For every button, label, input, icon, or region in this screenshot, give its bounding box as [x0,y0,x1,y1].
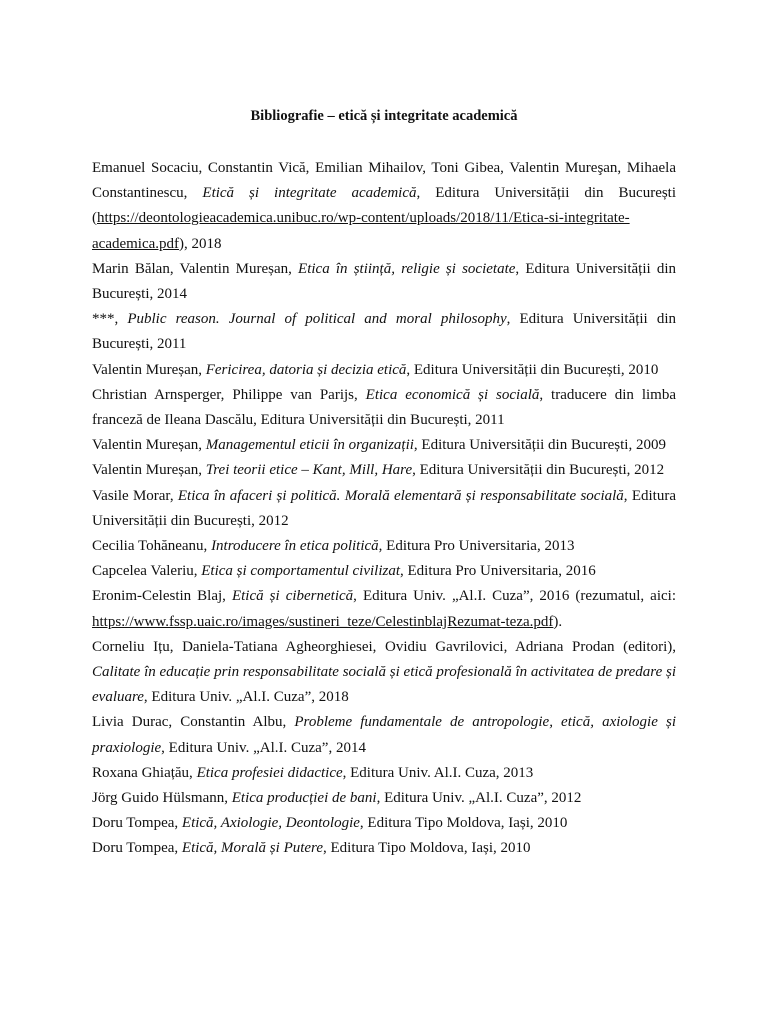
entry-link[interactable]: https://deontologieacademica.unibuc.ro/wp-content/uploads/2018/11/Etica-si-integritate-academica.pdf [92,210,630,252]
entry-publisher: , traducere din limba franceză de Ileana Dascălu, Editura Universității din București, 2011 [92,386,676,429]
entry-year: ), 2018 [179,235,222,252]
entry-title: Trei teorii etice – Kant, Mill, Hare [205,462,413,479]
entry-publisher: , Editura Universității din București, 2012 [412,462,665,479]
entry-publisher: , Editura Universității din București, 2011 [92,311,676,353]
entry-authors: ***, [92,311,128,328]
entry-publisher: , Editura Univ. „Al.I. Cuza”, 2014 [161,739,366,756]
entry-publisher: , Editura Universității din București, 2012 [92,487,676,529]
bibliography-entry [92,156,676,257]
bibliography-entry [92,383,676,433]
entry-authors: Emanuel Socaciu, Constantin Vică, Emilian Mihailov, Toni Gibea, Valentin Mureşan, Mihaela Constantinescu, [92,160,676,202]
entry-title: Managementul eticii în organizații [205,437,414,454]
bibliography-entry [92,786,676,811]
bibliography-entry [92,761,676,786]
entry-title: Etica în știință, religie și societate [298,260,516,277]
bibliography-entry [92,433,676,458]
entry-publisher: , Editura Universității din București, 2009 [413,437,666,454]
bibliography-entry [92,584,676,634]
entry-authors: Vasile Morar, [92,487,178,504]
entry-title: Etică, Morală și Putere [181,840,323,857]
entry-publisher: , Editura Universității din București, 2010 [406,361,659,378]
entry-publisher: , Editura Tipo Moldova, Iași, 2010 [323,840,531,857]
entry-publisher: , Editura Univ. Al.I. Cuza, 2013 [342,764,534,781]
entry-authors: Christian Arnsperger, Philippe van Parijs, [92,386,366,403]
entry-title: Fericirea, datoria și decizia etică [205,361,407,378]
entry-publisher: , Editura Pro Universitaria, 2016 [400,563,596,580]
entry-authors: Valentin Mureșan, [92,361,206,378]
entry-publisher: , Editura Universității din București, 2014 [92,260,676,303]
entry-title: Etica economică și socială [365,386,540,403]
entry-title: Etică și integritate academică [202,185,417,202]
entry-title: Introducere în etica politică [211,538,379,555]
entry-title: Etica producției de bani [231,790,377,807]
entry-publisher: , Editura Universității din București ( [92,185,677,227]
bibliography-entry [92,358,676,383]
entry-authors: Capcelea Valeriu, [92,563,202,580]
page-title: Bibliografie – etică și integritate academică [250,108,518,124]
entry-publisher: , Editura Univ. „Al.I. Cuza”, 2016 (rezumatul, aici: [353,588,676,605]
bibliography-entry [92,635,676,711]
entry-title: Public reason. Journal of political and moral philosophy [127,311,507,328]
entry-link[interactable]: https://www.fssp.uaic.ro/images/sustineri_teze/CelestinblajRezumat-teza.pdf [92,613,554,630]
entry-publisher: , Editura Pro Universitaria, 2013 [378,538,575,555]
entry-year: ). [553,613,563,630]
entry-authors: Doru Tompea, [92,815,182,832]
entry-title: Etică, Axiologie, Deontologie [181,815,360,832]
entry-authors: Livia Durac, Constantin Albu, [92,714,295,731]
entry-authors: Marin Bălan, Valentin Mureșan, [92,260,299,277]
bibliography-entry [92,559,676,584]
bibliography-entry [92,710,676,760]
entry-title: Etica și comportamentul civilizat [201,563,400,580]
entry-authors: Valentin Mureșan, [92,462,206,479]
entry-authors: Eronim-Celestin Blaj, [92,588,232,605]
entry-authors: Corneliu Ițu, Daniela-Tatiana Agheorghiesei, Ovidiu Gavrilovici, Adriana Prodan (editori), [92,638,676,655]
entry-publisher: , Editura Univ. „Al.I. Cuza”, 2012 [376,790,582,807]
bibliography-entry [92,811,676,836]
entry-publisher: , Editura Univ. „Al.I. Cuza”, 2018 [143,689,349,706]
entry-title: Etica în afaceri și politică. Morală elementară și responsabilitate socială [177,487,624,504]
entry-authors: Jörg Guido Hülsmann, [92,790,232,807]
entry-authors: Valentin Mureșan, [92,437,206,454]
bibliography-entry [92,484,676,534]
entry-title: Etică și cibernetică [231,588,354,605]
bibliography-list [92,156,676,862]
bibliography-entry [92,257,676,307]
bibliography-entry [92,836,676,861]
entry-authors: Cecilia Tohăneanu, [92,538,212,555]
entry-title: Etica profesiei didactice [196,764,343,781]
entry-publisher: , Editura Tipo Moldova, Iași, 2010 [359,815,568,832]
bibliography-entry [92,307,676,357]
entry-title: Calitate în educație prin responsabilitate socială și etică profesională în activitatea de predare și evaluare [92,664,676,706]
bibliography-entry [92,458,676,483]
entry-authors: Doru Tompea, [92,840,182,857]
bibliography-entry [92,534,676,559]
entry-authors: Roxana Ghiațău, [92,764,197,781]
entry-title: Probleme fundamentale de antropologie, etică, axiologie și praxiologie [92,714,676,756]
